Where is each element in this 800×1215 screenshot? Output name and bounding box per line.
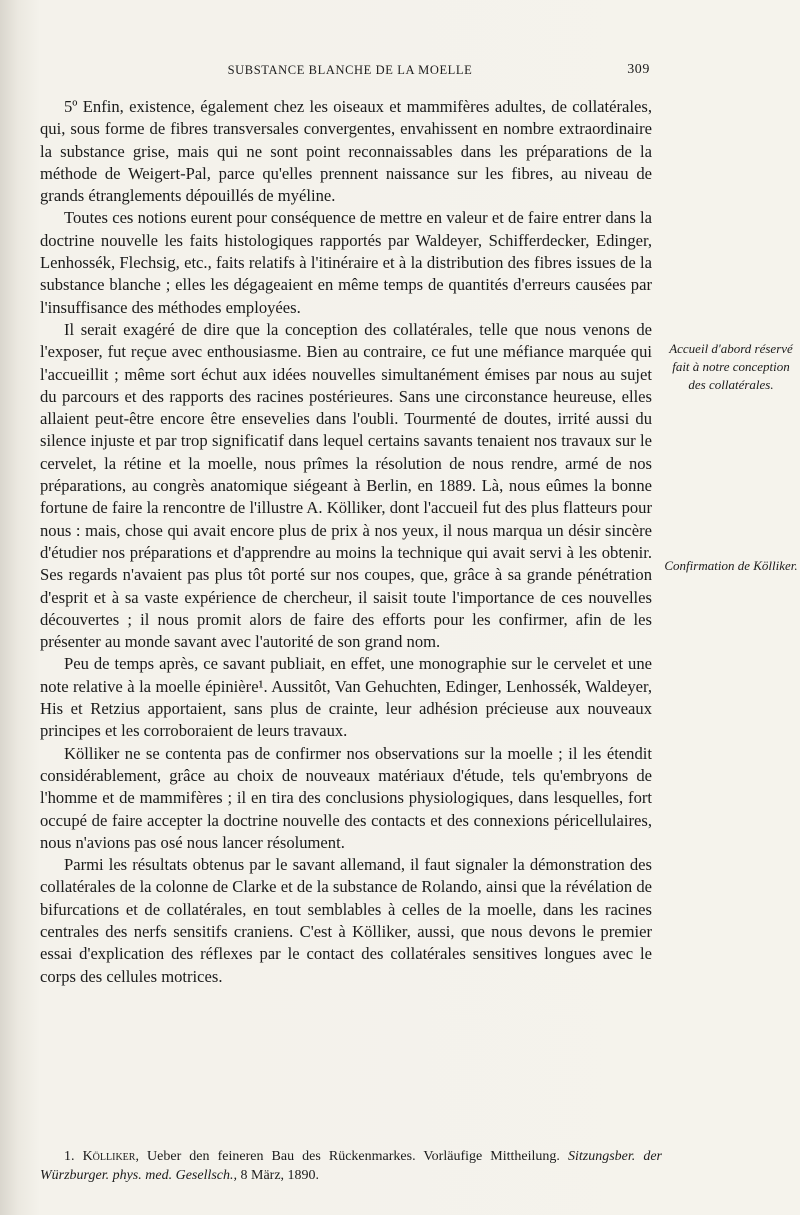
paragraph-1: 5º Enfin, existence, également chez les oiseaux et mammifères adultes, de collatérales, qui, sous forme de fibres transversales convergentes, envahissent en nombre extraordinaire la substance grise, mais qui ne sont point reconnaissables dans les préparations de la méthode de Weigert-Pal, parce qu'elles prennent naissance sur les fibres, au niveau de grands étranglements dépouillés de myéline. xyxy=(40,97,652,206)
paragraph-4: Peu de temps après, ce savant publiait, en effet, une monographie sur le cervelet et une note relative à la moelle épinière¹. Aussitôt, Van Gehuchten, Edinger, Lenhossék, Waldeyer, His et Retzius apportaient, sans plus de crainte, leur adhésion précieuse aux nouveaux principes et les corroboraient de leurs travaux. xyxy=(40,654,652,741)
paragraph-6: Parmi les résultats obtenus par le savant allemand, il faut signaler la démonstration des collatérales de la colonne de Clarke et de la substance de Rolando, ainsi que la révélation de bifurcations et de collatérales, en tout semblables à celles de la moelle, dans les racines centrales des nerfs sensitifs craniens. C'est à Kölliker, aussi, que nous devons le premier essai d'explication des réflexes par le contact des collatérales sensitives longues avec le corps des cellules motrices. xyxy=(40,855,652,986)
footnote-date: 8 März, 1890. xyxy=(240,1168,320,1183)
running-title: SUBSTANCE BLANCHE DE LA MOELLE xyxy=(227,63,473,77)
footnote-author: 1. Kölliker, xyxy=(64,1149,139,1164)
margin-note-accueil: Accueil d'abord réservé fait à notre conception des collatérales. xyxy=(669,341,793,392)
running-header xyxy=(40,60,660,82)
main-text xyxy=(40,96,652,988)
paragraph-3: Il serait exagéré de dire que la conception des collatérales, telle que nous venons de l'exposer, fut reçue avec enthousiasme. Bien au contraire, ce fut une méfiance marquée qui l'accueillit ; même sort échut aux idées nouvelles simultanément émises par nous au sujet du parcours et des rapports des racines postérieures. Sans une circonstance heureuse, elles allaient peut-être encore être ensevelies dans l'oubli. Tourmenté de doutes, irrité aussi du silence injuste et par trop significatif dans lequel certains savants tenaient nos travaux sur le cervelet, la rétine et la moelle, nous prîmes la résolution de nous rendre, armé de nos préparations, au congrès anatomique siégeant à Berlin, en 1889. Là, nous eûmes la bonne fortune de faire la rencontre de l'illustre A. Kölliker, dont l'accueil fut des plus flatteurs pour nous : mais, chose qui avait encore plus de prix à nos yeux, il nous marqua un désir sincère d'étudier nos préparations et d'apprendre au moins la technique qui avait servi à les obtenir. Ses regards n'avaient pas plus tôt porté sur nos coupes, que, grâce à sa grande pénétration d'esprit et à sa vaste expérience de chercheur, il saisit toute l'importance de ces nouvelles découvertes ; il nous promit alors de faire des efforts pour les confirmer, afin de les présenter au monde savant avec l'autorité de son grand nom. xyxy=(40,319,652,652)
paragraph-5: Kölliker ne se contenta pas de confirmer nos observations sur la moelle ; il les étendit considérablement, grâce au choix de nouveaux matériaux d'étude, tels qu'embryons de l'homme et de mammifères ; il en tira des conclusions physiologiques, dans lesquelles, fort occupé de faire accepter la doctrine nouvelle des contacts et des connexions péricellulaires, nous n'avions pas osé nous lancer résolument. xyxy=(40,743,652,852)
footnote-source: Sitzungsber. der Würzburger. phys. med. Gesellsch., xyxy=(40,1149,663,1183)
footnote-line xyxy=(40,1147,662,1185)
page-number: 309 xyxy=(627,62,650,77)
margin-note-confirmation: Confirmation de Kölliker. xyxy=(664,558,798,573)
paragraph-2: Toutes ces notions eurent pour conséquence de mettre en valeur et de faire entrer dans la doctrine nouvelle les faits histologiques rapportés par Waldeyer, Schifferdecker, Edinger, Lenhossék, Flechsig, etc., faits relatifs à l'itinéraire et à la distribution des fibres issues de la substance blanche ; elles les dégageaient en même temps de quantités d'erreurs causées par l'insuffisance des méthodes employées. xyxy=(40,208,652,317)
footnote xyxy=(40,1147,662,1185)
footnote-text: Ueber den feineren Bau des Rückenmarkes. Vorläufige Mittheilung. xyxy=(147,1149,560,1164)
